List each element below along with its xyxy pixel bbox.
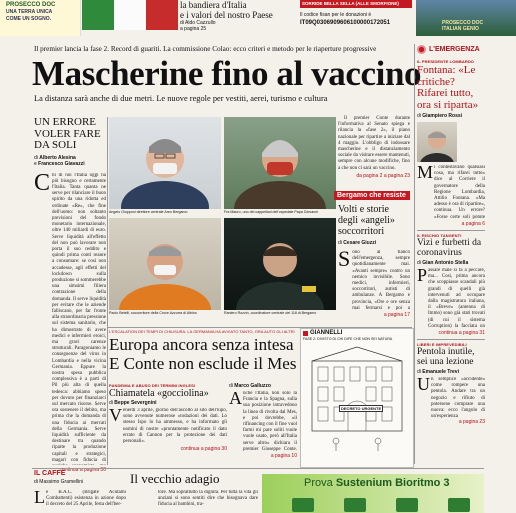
bergamo-body: ono al fianco dell'emergenza, sempre quotidianamente mai. «Avanti sempre» contro un nemico invisibile. Sono medici, infermieri, soccorritori, autisti di ambulanze. A Bergamo e provincia, «Ore e ore senza mai fermarsi e poi a — [352, 250, 410, 311]
byline-di: di — [417, 260, 421, 266]
editorial-body: hi di noi l'Italia oggi ha più bisogno e certamente l'Italia. Tanta quanta ne serve per rilanciare il buon spirito da una ridotta ed ordinate «Re», che fine dell'uomo: non soltanto previsioni del fondo monetario internazionale, oltre 140 miliardi di euro. Serve liquidità all'effetto del non può lavorare non porta il suo reddito e quindi prima conti reanre a consumare: se così non accadesse, agli effetti del lockdown sulla produzione si sommerebbe una simsimi filiera contrazione della domanda. Il serve liquidità per evitare che le aziende falliscano, per far fronte alla straordinaria pressione sul sistema sanitario, che ha dimostrato di avere medici e infermieri eroici, ma gravi carenze strutturali. Paragoniamo le conseguenze del virus in Lombardia e nella vicina Germania. Eppure la nostra spesa pubblica complessiva è a parti di Pil più alta di quella tedesca: abbiamo speso per dovuto per finanziarci sul mercato risorse. Serve ora sostenere il debito, ma prima che la domanda di una fiducia ai mercati della Germania. Serve liquidità sufficiente da destinare tra quando riparte la produzione capitali e strategici, magari con fiducia di — [52, 172, 106, 463]
product-box-icon — [448, 498, 470, 512]
severgnini-author: Beppe Severgnini — [114, 400, 157, 406]
cartoon-caption: FASE 2: DIVISTO DI CHI DIFE CHE NON SEI NATURA — [303, 337, 393, 341]
trevi-author: Emanuele Trevi — [422, 369, 459, 375]
ad-left-line: UNA TERRA UNICA — [6, 9, 53, 15]
caffe-badge: IL CAFFÈ — [34, 470, 66, 477]
promo-box — [180, 0, 296, 34]
sella-box — [300, 0, 412, 34]
byline-di: di — [417, 369, 421, 375]
severgnini-body: enerdì 3 aprile, giorno dell'ascolto al sito dell'lupo, sono avvenute numerose «todazioni dei dati. Lo stesso Ispo lo ha ammesso, e ha informato gli uomini di nostre «prontamente notificato il dato errato di Cannon per la protezione dei dati personali». — [123, 408, 227, 445]
byline-di: di — [338, 240, 342, 246]
caffe-col-2 — [158, 490, 258, 512]
bergamo-ref[interactable]: a pagina 17 — [383, 312, 410, 318]
top-ad-left — [0, 0, 81, 36]
editorial-title[interactable]: UN ERRORE VOLER FARE DA SOLI — [34, 116, 101, 151]
product-box-icon — [344, 498, 366, 512]
main-headline[interactable]: Mascherine fino al vaccino — [32, 54, 422, 93]
editorial-column — [34, 117, 106, 472]
photo-rescuer — [109, 218, 221, 310]
top-ad-right — [416, 0, 516, 36]
trevi-ref[interactable]: a pagina 23 — [458, 419, 485, 425]
sub-kicker: IL PRESIDENTE LOMBARDO — [417, 59, 475, 64]
product-box-icon — [396, 498, 418, 512]
sella-iban: IT09Q0306909606100000172051 — [300, 20, 391, 26]
ad-left-line: PROSECCO DOC — [6, 2, 56, 8]
dropcap: C — [34, 169, 51, 196]
right-column — [417, 45, 485, 425]
ad-title-pre: Prova — [304, 477, 333, 489]
dropcap: V — [109, 405, 122, 425]
fontana-ref[interactable]: a pagina 6 — [461, 221, 485, 227]
dropcap: P — [417, 265, 428, 285]
caffe-title[interactable]: Il vecchio adagio — [130, 471, 220, 486]
promo-author: di Aldo Cazzullo — [180, 20, 216, 26]
strap-line: Il premier lancia la fase 2. Record di guariti. La commissione Colao: ecco criteri e metodo per le riaperture progressive — [34, 45, 377, 53]
europe-headline[interactable]: Europa ancora senza intesa — [109, 335, 294, 354]
premier-lead: Il premier Conte durante l'informativa al Senato spiega e rilancia la «fase 2», il piano nazionale per ripartire a iniziare dal 4 maggio. L'obbligo di indossare mascherine e il distanziamento sociale da visitare essere mantenuti, sempre con alcune modifiche, fino a che non ci sarà un vaccino. — [338, 116, 410, 171]
giannelli-badge: GIANNELLI — [310, 330, 343, 336]
photo-caption: Fra Mauro, uno dei cappellani dell'ospedale Papa Giovanni — [224, 210, 318, 214]
galluzzo-author: Marco Galluzzo — [234, 383, 271, 389]
severgnini-kicker: PANDEMIA E ABUSO DEI TERMINI INGLESI — [109, 383, 196, 388]
europe-kicker: L'ESCALATION DEI TEMPI DI CHIUSURA. LA GERMANIA HA AVVIATO TANTO, ORA AUTO GLI ALTRI — [109, 329, 295, 334]
byline-di: di — [229, 383, 233, 389]
decree-banner: DECRETO URGENTE — [341, 406, 382, 411]
fontana-author: Giampiero Rossi — [422, 113, 463, 119]
photo-caption: Paolo Betelli, soccorritore della Croce Azzurra di Albino — [109, 311, 197, 315]
product-box-icon — [292, 498, 314, 512]
sella-line1: Il codice fisan per le donazioni è — [300, 12, 372, 18]
cartoon-drawing — [302, 343, 412, 453]
bergamo-badge-bar: Bergamo che resiste — [334, 191, 410, 200]
severgnini-story — [109, 383, 227, 452]
dropcap: S — [338, 246, 351, 271]
tangenti-body: assare male si fa a peccare, ma... Così, prima ancora che scoppiasse scandali più grandi di quelli già intervenuti ad occupare dalla magistratura italiana, il «Breve» (antenna di Immo) sono già stati trovati (di cui il sistema Corruption) la facciata un — [428, 268, 485, 329]
bergamo-story — [338, 204, 410, 318]
photo-caption: Angelo Giupponi direttore centrale Areu Bergamo — [109, 210, 188, 214]
premier-refs[interactable]: da pagina 2 a pagina 23 — [356, 172, 410, 179]
tangenti-title[interactable]: Vizi e furbetti da coronavirus — [417, 238, 482, 258]
subheadline: La distanza sarà anche di due metri. Le nuove regole per vestiti, aerei, turismo e cultura — [34, 94, 328, 103]
byline-di: di — [109, 400, 113, 406]
promo-line2: e i valori del nostro Paese — [180, 10, 273, 20]
photo-coordinator — [224, 218, 336, 310]
photo-caption: Raniero Rozzin, coordinatore centrale del 118 di Bergamo — [224, 311, 317, 315]
caffe-col-1 — [34, 490, 126, 512]
trevi-body: n semplice «accidente» come rompere una pentola. Andare tra un negozio e rifiuto di potersene comprare una nuova: ecco l'angolo di un'esperienza — [431, 377, 485, 419]
caffe-author: di Massimo Gramellini — [34, 479, 84, 485]
galluzzo-ref[interactable]: a pagina 10 — [270, 453, 297, 459]
premier-story — [338, 116, 410, 179]
dropcap: M — [417, 162, 434, 182]
byline-conj: e — [34, 160, 37, 167]
sella-bar: SORRIDE BELLA SELLA (ALLE SMORFIONE) — [300, 0, 412, 8]
virus-icon — [417, 45, 426, 54]
caffe-body: tore. Ma soprattutto la dignità. Per tutta la vita gli anziani si sono sentiti dire che bisognava dare fiducia al bambini, tra- — [158, 490, 258, 508]
galluzzo-story — [229, 383, 297, 459]
bergamo-author: Cesare Giuzzi — [343, 240, 377, 246]
dropcap: L — [34, 490, 45, 507]
editorial-ref[interactable]: continua a pagina 30 — [59, 466, 106, 473]
section-kicker: L'EMERGENZA — [429, 46, 480, 53]
dropcap: A — [229, 388, 242, 408]
editorial-author: Francesco Giavazzi — [38, 160, 85, 167]
bergamo-title[interactable]: Volti e storie degli «angeli» soccorritori — [338, 204, 395, 237]
ad-title-brand: Sustenium Bioritmo 3 — [335, 477, 450, 489]
tangenti-ref[interactable]: continua a pagina 31 — [438, 330, 485, 336]
europe-headline-2[interactable]: E Conte non esclude il Mes — [109, 354, 297, 373]
severgnini-title[interactable]: Chiamatela «gocciolina» — [109, 388, 209, 399]
fontana-title[interactable]: Fontana: «Le critiche? Rifarei tutto, ora si riparta» — [417, 64, 479, 111]
caffe-body: e B.A.C. (Brigate Acutami Combattenti) esistenza in azione dopo il decreto del 25 Aprile, festa dell'ber- — [46, 490, 126, 508]
byline-di: di — [417, 113, 421, 119]
bioritmo-ad[interactable] — [262, 474, 484, 513]
photo-friar — [224, 117, 336, 209]
galluzzo-body: nche l'Italia, non solo la Francia e la Spagna, sulla sua posizione intravedono la linea di rivolta dal Mes, e poi dovrebbe, «il rifinancing con il fine vuol farmi mi pare soliti vuole vuole usato, però all'Italia serve altro» dichiara il premier Giuseppe Conte. — [243, 391, 297, 452]
giannelli-cartoon — [300, 328, 414, 468]
promo-page: a pagina 25 — [180, 26, 207, 32]
fontana-body: i contestavano qualsiasi cosa, ma rifarei tutto» dice al Corriere il governatore della Regione Lombardia, Attilio Fontana. «Ma adesso è ora di ripartire», continua. Un errore? «Forse certe soli potute — [434, 165, 485, 220]
byline-di: di — [34, 154, 38, 161]
ad-right-line: ITALIAN GENIO — [442, 26, 479, 32]
tangenti-author: Gian Antonio Stella — [422, 260, 469, 266]
promo-line1: la bandiera d'Italia — [180, 0, 247, 10]
tangenti-kicker: IL RISCHIO TANGENTI — [417, 233, 462, 238]
dropcap: U — [417, 374, 430, 394]
cartoon-icon — [303, 331, 308, 336]
editorial-author: Alberto Alesina — [39, 154, 76, 161]
ad-right-line: PROSECCO DOC — [442, 20, 484, 26]
photo-doctor — [109, 117, 221, 209]
fontana-portrait — [417, 122, 457, 162]
severgnini-ref[interactable]: continua a pagina 30 — [180, 446, 227, 452]
trevi-title[interactable]: Pentola inutile, sei una lezione — [417, 347, 475, 367]
flag-image — [82, 0, 178, 30]
ad-left-line: COME UN SOGNO. — [6, 16, 52, 22]
trevi-kicker: LIBERI E IMPREVEDIBILI — [417, 342, 467, 347]
